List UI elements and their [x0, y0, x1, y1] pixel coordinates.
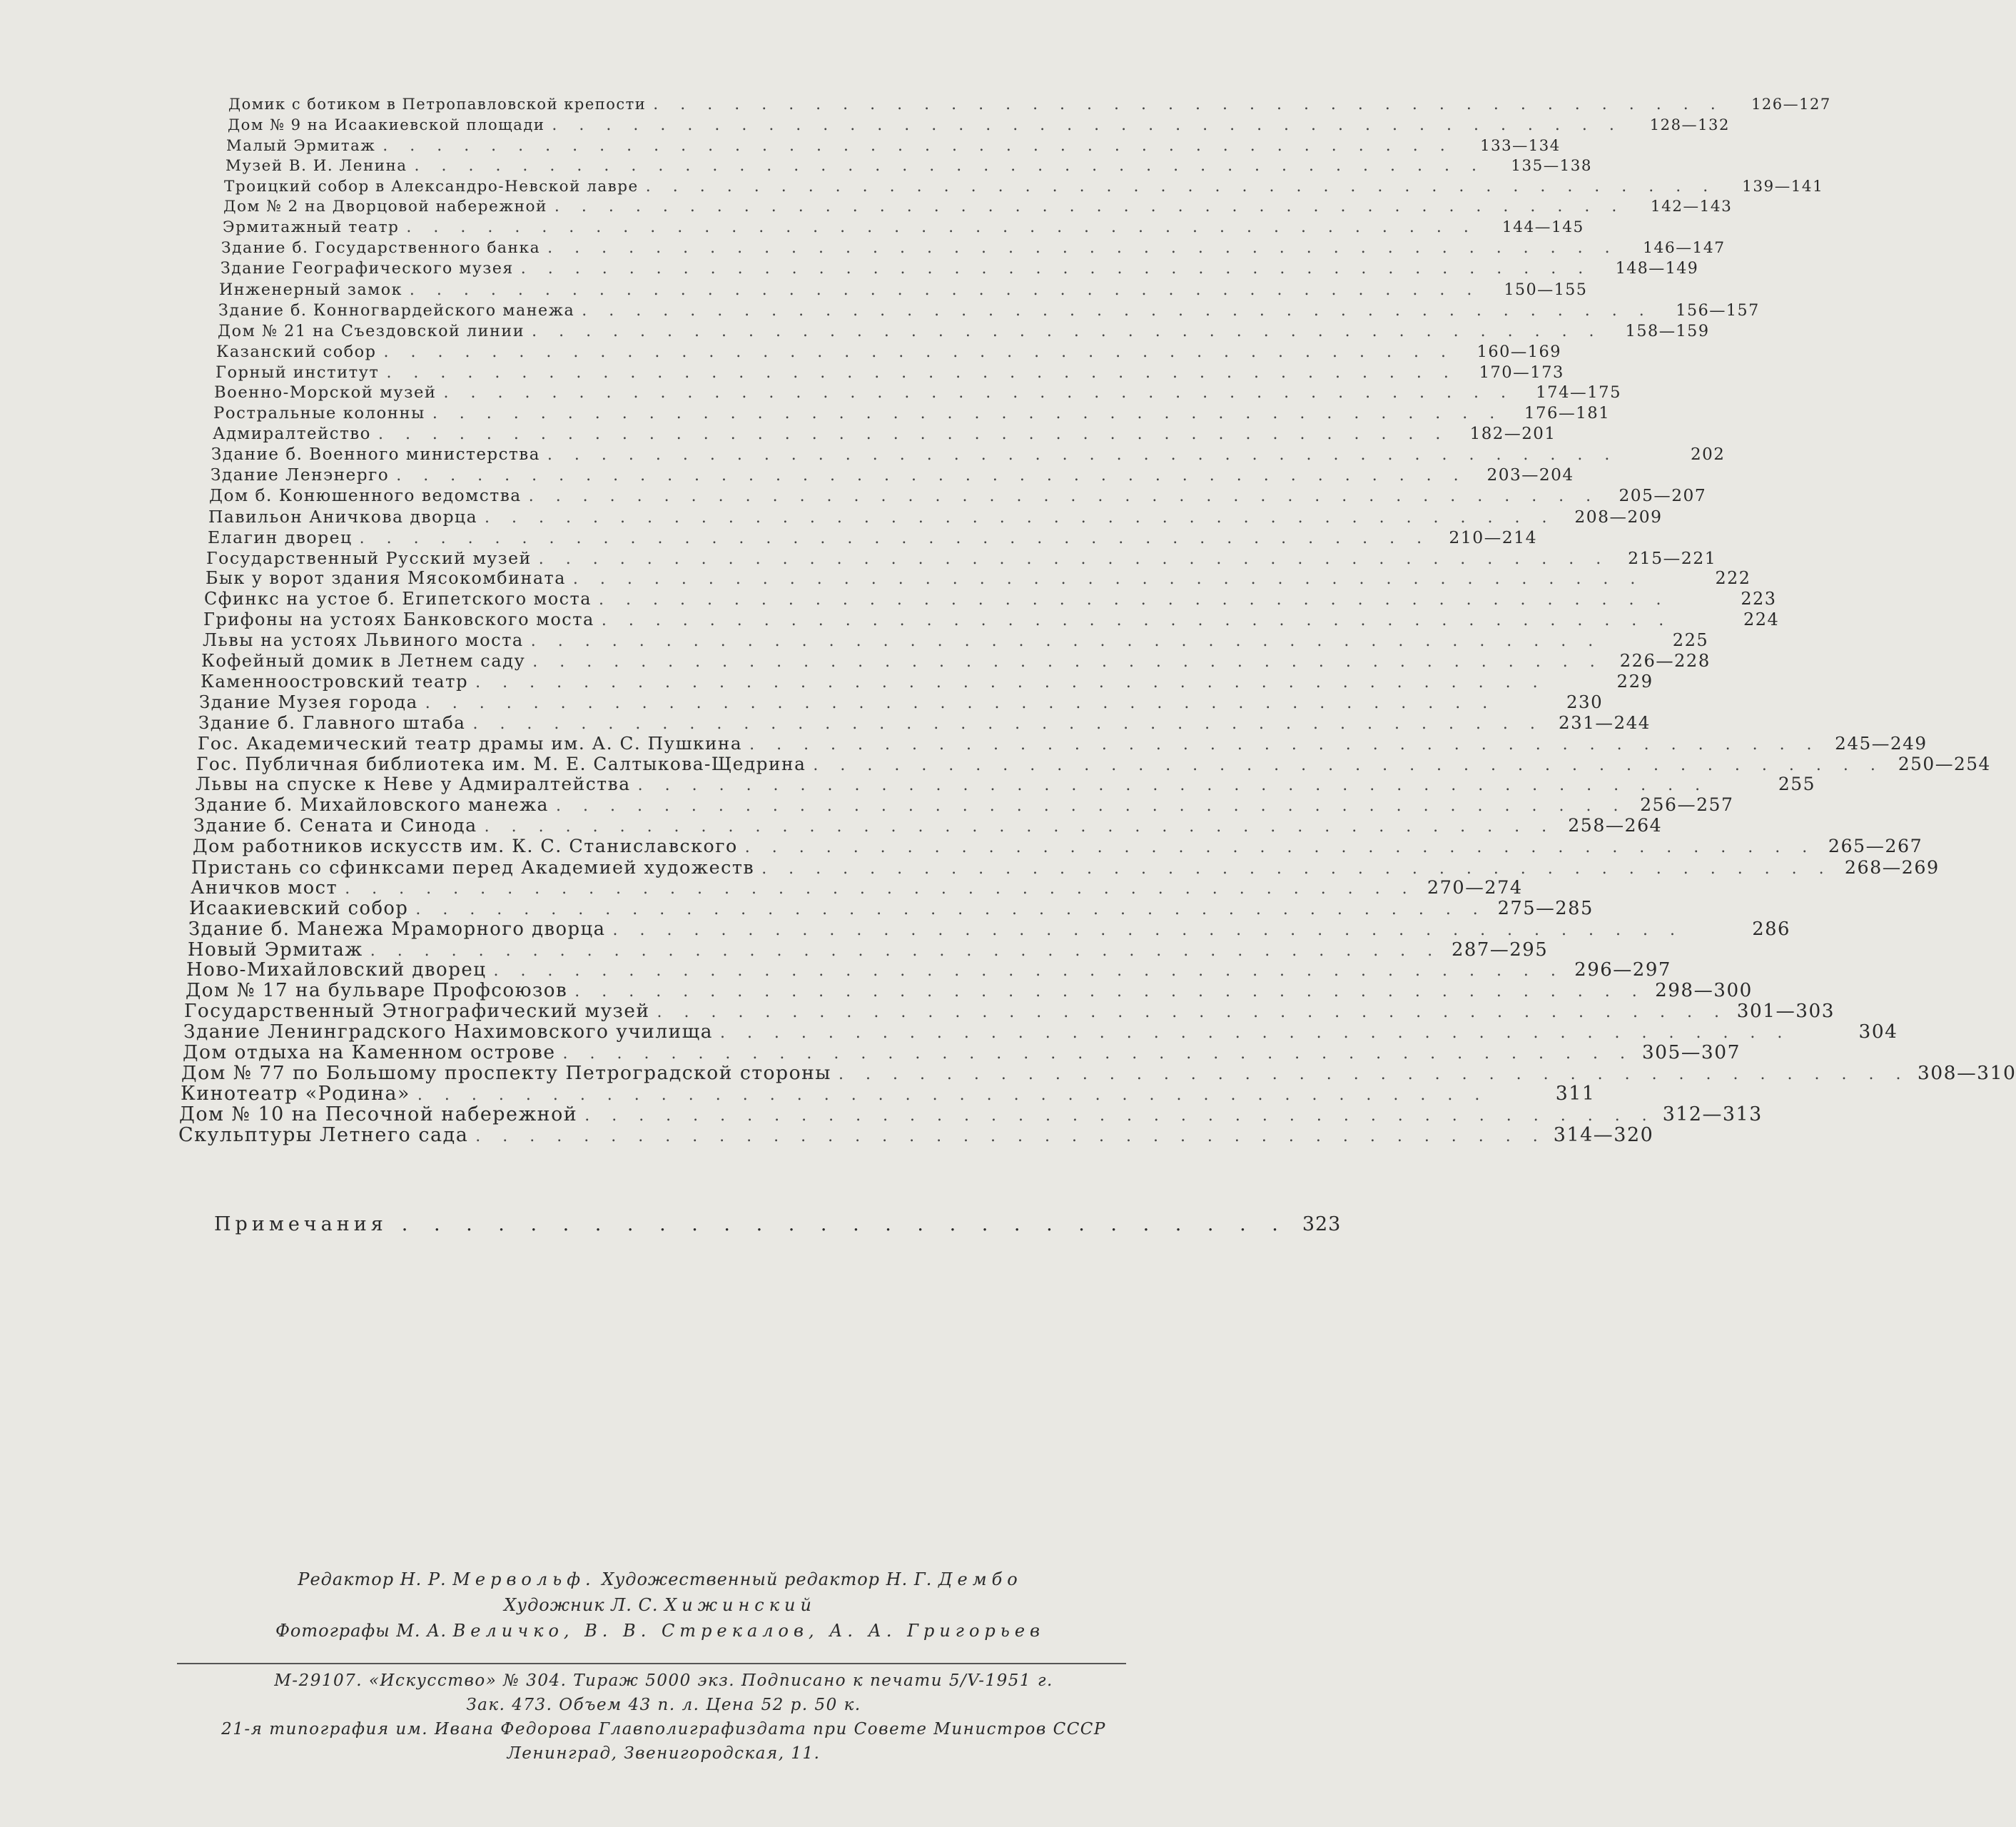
leader-dots: . . . . . . . . . . . . . . . . . . . . . . . . . . . . . . . . . . . . . . . .	[443, 384, 1515, 403]
toc-entry	[226, 156, 1592, 177]
toc-entry	[221, 259, 1699, 280]
leader-dots: . . . . . . . . . . . . . . . . . . . . . . . . . . . . . . . . . . . . . . . .	[584, 1106, 1656, 1125]
toc-entry-pages: 156—157	[1676, 300, 1760, 320]
toc-entry-title: Исаакиевский собор	[189, 897, 409, 919]
leader-dots: . . . . . . . . . . . . . . . . . . . . . . . . . . . . . . . . . . . . . . . .	[528, 487, 1600, 505]
toc-entry-pages: 286	[1752, 918, 1790, 940]
leader-dots: . . . . . . . . . . . . . . . . . . . . . . . . . . . . . . . . . . . . . . . .	[475, 1127, 1546, 1145]
leader-dots: . . . . . . . . . . . . . . . . . . . . . . . . . . . . . . . . . . . . . . . .	[475, 673, 1546, 692]
leader-dots: . . . . . . . . . . . . . . . . . . . . . . . . . . . . . . . . . . . . . . . .	[719, 1024, 1791, 1043]
leader-dots: . . . . . . . . . . . . . . . . . . . . . . . . . . . . . . . . . . . . . . . .	[383, 343, 1454, 361]
toc-entry	[216, 342, 1561, 363]
leader-dots: . . . . . . . . . . . . . . . . . . . . . . . . . . . . . . . . . . . . . . . .	[532, 322, 1603, 340]
toc-entry	[223, 197, 1733, 218]
toc-entry-pages: 210—214	[1449, 527, 1538, 547]
toc-entry-pages: 174—175	[1536, 383, 1622, 403]
toc-entry-pages: 270—274	[1427, 876, 1523, 899]
toc-entry-pages: 176—181	[1524, 404, 1611, 423]
leader-dots: . . . . . . . . . . . . . . . . . . . . . . . . . . . . . . . . . . . . . . . .	[552, 116, 1623, 134]
toc-entry-pages: 160—169	[1476, 342, 1561, 361]
toc-entry-title: Кинотеатр «Родина»	[181, 1082, 410, 1105]
leader-dots: . . . . . . . . . . . . . . . . . . . . . . . . . . . . . . . . . . . . . . . .	[532, 653, 1604, 672]
toc-entry-pages: 215—221	[1628, 547, 1717, 568]
toc-entry	[211, 445, 1726, 465]
toc-entry	[194, 794, 1734, 816]
toc-entry-title: Дом № 21 на Съездовской линии	[218, 321, 525, 340]
leader-dots: . . . . . . . . . . . . . . . . . . . . . . . . . . . . . . . . . . . . . . . .	[386, 363, 1457, 382]
toc-entry-pages: 128—132	[1649, 115, 1730, 133]
toc-entry-notes	[214, 1213, 1342, 1235]
toc-entry-title: Здание б. Конногвардейского манежа	[218, 300, 575, 320]
toc-entry-title: Государственный Русский музей	[206, 547, 532, 568]
toc-entry-pages: 182—201	[1469, 425, 1556, 444]
toc-entry-title: Здание Географического музея	[221, 260, 514, 278]
toc-entry-title: Дом № 77 по Большому проспекту Петроградской стороны	[181, 1061, 831, 1084]
toc-entry	[228, 115, 1730, 136]
credits-line-artist	[178, 1592, 1142, 1618]
toc-entry	[213, 424, 1556, 445]
leader-dots: . . . . . . . . . . . . . . . . . . . . . . . . . . . . . . . . . . . . . . . .	[484, 818, 1556, 836]
toc-entry-title: Дом б. Конюшенного ведомства	[209, 485, 522, 505]
toc-entry	[201, 651, 1711, 672]
toc-entry	[191, 856, 1940, 878]
leader-dots: . . . . . . . . . . . . . . . . . . . . . . . . . . . . . . . . . . . . . . . .	[599, 591, 1670, 609]
toc-entry-pages: 133—134	[1480, 136, 1561, 154]
imprint-line: М-29107. «Искусство» № 304. Тираж 5000 экз. Подписано к печати 5/V-1951 г.	[274, 1671, 1053, 1690]
toc-entry	[196, 774, 1816, 795]
credits-line-editors	[178, 1567, 1142, 1592]
leader-dots: . . . . . . . . . . . . . . . . . . . . . . . . . . . . . . . . . . . . . . . .	[493, 962, 1564, 981]
toc-entry-title: Государственный Этнографический музей	[184, 1001, 650, 1023]
toc-entry-title: Инженерный замок	[219, 280, 402, 300]
leader-dots: . . . . . . . . . . . . . . . . . . . . . . . . . . . . . . . . . . . . . . . .	[838, 1065, 1910, 1083]
toc-entry-pages: 224	[1743, 609, 1780, 630]
toc-entry-pages: 245—249	[1835, 732, 1928, 754]
leader-dots: . . . . . . . . . . . . . . . . . . . . . . . . . . . . . . . . . . . . . . . .	[417, 1085, 1489, 1104]
leader-dots: . . . . . . . . . . . . . . . . . . . . . . . . . . . . . . . . . . . . . . . .	[612, 921, 1683, 939]
toc-entry-pages: 301—303	[1736, 1001, 1835, 1023]
toc-entry	[228, 94, 1831, 115]
toc-entry-pages: 126—127	[1751, 96, 1831, 113]
toc-entry-title: Гос. Публичная библиотека им. М. Е. Салтыкова-Щедрина	[196, 753, 806, 774]
toc-entry-title: Дом № 2 на Дворцовой набережной	[223, 198, 547, 216]
toc-entry	[209, 485, 1707, 507]
leader-dots: . . . . . . . . . . . . . . . . . . . . . . . . . . . . . . . . . . . . . . . .	[530, 632, 1602, 651]
credits-text: Художественный редактор Н. Г.	[595, 1569, 938, 1589]
toc-entry-pages: 311	[1555, 1082, 1596, 1105]
leader-dots: . . . . . . . . . . . . . . . . . . . . . . . . . . . . . . . . . . . . . . . .	[370, 941, 1442, 960]
toc-entry-pages: 231—244	[1558, 712, 1651, 733]
toc-entry	[204, 589, 1777, 609]
toc-entry	[179, 1103, 1763, 1125]
toc-entry-title: Дом отдыха на Каменном острове	[183, 1041, 556, 1063]
toc-entry-title: Малый Эрмитаж	[226, 136, 376, 154]
toc-entry	[193, 836, 1923, 857]
credits-name: Дембо	[938, 1569, 1023, 1589]
toc-entry-pages: 298—300	[1655, 980, 1753, 1002]
toc-entry-pages: 222	[1715, 568, 1751, 589]
toc-entry	[186, 959, 1671, 981]
toc-entry-pages: 148—149	[1615, 260, 1699, 278]
leader-dots: . . . . . . . . . . . . . . . . . . . . . . . . . . . . . . . . . . . . . . . .	[554, 198, 1626, 216]
leader-dots: . . . . . . . . . . . . . . . . . . . . . . . . . . . . . . . . . . . . . . . .	[396, 467, 1467, 485]
toc-entry-pages: 312—313	[1662, 1103, 1763, 1125]
leader-dots: . . . . . . . . . . . . . . . . . . . . . . . . . . . . . . . . . . . . . . . .	[637, 776, 1709, 795]
leader-dots: . . . . . . . . . . . . . . . . . . . . . . . . . . . . . . . . . . . . . . . .	[538, 550, 1610, 568]
leader-dots: . . . . . . . . . . . . . . . . . . . . . . . . . . . . . . . . . . . . . . . .	[601, 612, 1673, 630]
leader-dots: . . . . . . . . . . . . . . . . . . . . . . . . . . . . . . . . . . . . . . . .	[409, 281, 1481, 300]
toc-entry	[224, 177, 1824, 198]
credits-line-photographers	[178, 1618, 1142, 1644]
toc-entry-title: Сфинкс на устое б. Египетского моста	[204, 589, 592, 609]
toc-entry-title: Дом № 9 на Исаакиевской площади	[228, 115, 545, 133]
leader-dots: . . . . . . . . . . . . . . . . . . . . . . . . . . . . . . . . . . . . . . . .	[547, 446, 1619, 465]
toc-entry-pages: 296—297	[1574, 959, 1671, 981]
leader-dots: . . . . . . . . . . . . . . . . . . . . . . . . . . . . . . . . . . . . . . . .	[383, 136, 1454, 155]
toc-entry	[219, 280, 1588, 300]
credits-text: Редактор Н. Р.	[298, 1569, 453, 1589]
toc-entry	[196, 753, 1991, 775]
leader-dots: . . . . . . . . . . . . . . . . . . . . . . . . . . . . . . . . . . . . . . . .	[425, 694, 1496, 712]
toc-entry	[183, 1021, 1898, 1043]
toc-entry-pages: 250—254	[1898, 753, 1991, 774]
leader-dots: . . . . . . . . . . . . . . . . . . . . . . . . . . . . . . . . . . . . . . . .	[520, 260, 1592, 278]
leader-dots: . . . . . . . . . . . . . . . . . . . . . . . . . . . . . . . . . . . . . . . .	[414, 156, 1485, 175]
toc-entry	[178, 1123, 1654, 1146]
toc-entry	[183, 1041, 1741, 1063]
leader-dots: . . . . . . . . . . . . . . . . . . . . . . . . . . . . . . . . . . . . . . . .	[572, 570, 1644, 589]
imprint-line: Зак. 473. Объем 43 п. л. Цена 52 р. 50 к.	[466, 1696, 861, 1714]
leader-dots: . . . . . . . . . . . . . . . . . . . . . . . . . . . .	[401, 1213, 1288, 1235]
toc-entry-title: Дом № 10 на Песочной набережной	[179, 1103, 578, 1125]
credits-text: Художник Л. С.	[504, 1595, 665, 1615]
leader-dots: . . . . . . . . . . . . . . . . . . . . . . . . . . . . . . . . . . . . . . . .	[415, 900, 1486, 918]
toc-entry-pages: 287—295	[1451, 938, 1549, 961]
toc-entry-title: Пристань со сфинксами перед Академией художеств	[191, 856, 755, 878]
leader-dots: . . . . . . . . . . . . . . . . . . . . . . . . . . . . . . . . . . . . . . . .	[378, 425, 1449, 444]
leader-dots: . . . . . . . . . . . . . . . . . . . . . . . . . . . . . . . . . . . . . . . .	[749, 735, 1820, 754]
toc-entry	[221, 238, 1726, 259]
toc-entry	[214, 383, 1622, 403]
leader-dots: . . . . . . . . . . . . . . . . . . . . . . . . . . . . . . . . . . . . . . . .	[653, 96, 1724, 113]
toc-entry	[218, 321, 1710, 342]
toc-entry-title: Здание б. Главного штаба	[198, 712, 466, 733]
toc-entry-title: Здание Ленэнерго	[211, 465, 390, 485]
leader-dots: . . . . . . . . . . . . . . . . . . . . . . . . . . . . . . . . . . . . . . . .	[472, 714, 1544, 733]
credits-block	[178, 1567, 1142, 1644]
toc-entry	[208, 527, 1538, 548]
toc-entry-title: Военно-Морской музей	[214, 383, 437, 403]
toc-entry-pages: 150—155	[1504, 280, 1588, 300]
toc-entry-title: Казанский собор	[216, 342, 377, 361]
toc-entry-pages: 139—141	[1742, 177, 1824, 196]
toc-entry	[199, 691, 1604, 713]
toc-entry-title: Каменноостровский театр	[201, 670, 469, 692]
credits-name: Величко, В. В. Стрекалов, А. А. Григорьев	[452, 1621, 1045, 1641]
toc-entry-pages: 203—204	[1486, 465, 1574, 485]
toc-entry-title: Здание б. Михайловского манежа	[194, 794, 549, 816]
toc-entry-pages: 158—159	[1625, 321, 1710, 340]
toc-entry	[208, 506, 1663, 527]
toc-entry-title: Эрмитажный театр	[223, 218, 400, 237]
toc-entry-pages: 230	[1566, 691, 1604, 712]
toc-entry-pages: 256—257	[1640, 794, 1734, 816]
toc-entry	[203, 609, 1780, 630]
toc-entry-title: Львы на устоях Львиного моста	[203, 630, 524, 651]
leader-dots: . . . . . . . . . . . . . . . . . . . . . . . . . . . . . . . . . . . . . . . .	[657, 1003, 1728, 1022]
table-of-contents	[178, 94, 2016, 1146]
leader-dots: . . . . . . . . . . . . . . . . . . . . . . . . . . . . . . . . . . . . . . . .	[562, 1044, 1633, 1063]
toc-entry	[186, 980, 1753, 1002]
leader-dots: . . . . . . . . . . . . . . . . . . . . . . . . . . . . . . . . . . . . . . . .	[582, 301, 1653, 320]
toc-entry-pages: 225	[1672, 630, 1709, 651]
toc-entry-title: Бык у ворот здания Мясокомбината	[206, 568, 566, 589]
toc-entry	[216, 363, 1564, 383]
toc-entry-title: Троицкий собор в Александро-Невской лавре	[224, 177, 639, 196]
toc-entry	[198, 712, 1651, 734]
toc-entry-title: Кофейный домик в Летнем саду	[201, 651, 526, 672]
toc-entry	[206, 547, 1717, 569]
toc-entry-pages: 142—143	[1650, 198, 1733, 216]
credits-text: Фотографы М. А.	[275, 1621, 453, 1641]
toc-entry-title: Здание б. Сената и Синода	[193, 815, 477, 836]
notes-title: Примечания	[214, 1213, 388, 1235]
toc-entry	[213, 403, 1611, 424]
toc-entry-pages: 205—207	[1619, 485, 1707, 505]
toc-entry	[181, 1082, 1596, 1105]
toc-entry	[188, 918, 1790, 940]
toc-entry-pages: 202	[1690, 445, 1726, 465]
toc-entry	[193, 815, 1663, 836]
toc-entry-pages: 304	[1858, 1021, 1898, 1043]
leader-dots: . . . . . . . . . . . . . . . . . . . . . . . . . . . . . . . . . . . . . . . .	[485, 508, 1556, 527]
toc-entry	[223, 218, 1584, 238]
toc-entry-title: Домик с ботиком в Петропавловской крепости	[228, 96, 647, 113]
toc-entry	[226, 136, 1561, 156]
toc-entry-title: Дом № 17 на бульваре Профсоюзов	[186, 980, 568, 1002]
toc-entry	[203, 630, 1709, 651]
toc-entry-title: Адмиралтейство	[213, 425, 371, 444]
toc-entry-title: Здание Музея города	[199, 691, 418, 712]
toc-entry-title: Ново-Михайловский дворец	[186, 959, 487, 981]
imprint-line: 21-я типография им. Ивана Федорова Главполиграфиздата при Совете Министров СССР	[221, 1720, 1106, 1739]
toc-entry-title: Елагин дворец	[208, 527, 353, 547]
toc-entry-title: Дом работников искусств им. К. С. Станиславского	[193, 836, 738, 857]
toc-entry-pages: 229	[1616, 670, 1653, 692]
toc-entry-title: Здание б. Государственного банка	[221, 239, 541, 258]
leader-dots: . . . . . . . . . . . . . . . . . . . . . . . . . . . . . . . . . . . . . . . .	[556, 797, 1627, 816]
imprint-line: Ленинград, Звенигородская, 11.	[507, 1744, 821, 1763]
toc-entry	[188, 938, 1549, 961]
leader-dots: . . . . . . . . . . . . . . . . . . . . . . . . . . . . . . . . . . . . . . . .	[547, 239, 1619, 258]
toc-entry	[189, 897, 1594, 919]
toc-entry-pages: 314—320	[1553, 1123, 1654, 1146]
toc-entry-title: Горный институт	[216, 363, 380, 382]
toc-entry-title: Скульптуры Летнего сада	[178, 1123, 469, 1146]
leader-dots: . . . . . . . . . . . . . . . . . . . . . . . . . . . . . . . . . . . . . . . .	[744, 839, 1816, 857]
toc-entry-title: Ростральные колонны	[213, 404, 425, 423]
toc-entry-title: Гос. Академический театр драмы им. А. С. Пушкина	[198, 732, 743, 754]
toc-entry-pages: 135—138	[1511, 156, 1592, 175]
toc-entry-title: Грифоны на устоях Банковского моста	[203, 609, 594, 630]
leader-dots: . . . . . . . . . . . . . . . . . . . . . . . . . . . . . . . . . . . . . . . .	[761, 859, 1833, 878]
toc-entry	[218, 300, 1760, 321]
leader-dots: . . . . . . . . . . . . . . . . . . . . . . . . . . . . . . . . . . . . . . . .	[406, 218, 1477, 237]
toc-entry	[181, 1061, 2016, 1084]
toc-entry	[201, 670, 1653, 692]
toc-entry-title: Львы на спуске к Неве у Адмиралтейства	[196, 774, 631, 795]
toc-entry-pages: 255	[1778, 774, 1816, 795]
toc-entry-title: Здание б. Манежа Мраморного дворца	[188, 918, 606, 940]
toc-entry-pages: 265—267	[1828, 836, 1923, 857]
toc-entry-title: Здание б. Военного министерства	[211, 445, 540, 465]
leader-dots: . . . . . . . . . . . . . . . . . . . . . . . . . . . . . . . . . . . . . . . .	[345, 879, 1416, 898]
leader-dots: . . . . . . . . . . . . . . . . . . . . . . . . . . . . . . . . . . . . . . . .	[359, 529, 1431, 547]
toc-entry	[191, 876, 1523, 899]
toc-entry-pages: 170—173	[1479, 363, 1564, 382]
toc-entry-pages: 208—209	[1574, 506, 1663, 527]
toc-entry-pages: 308—310	[1917, 1061, 2016, 1084]
credits-name: Мервольф.	[452, 1569, 596, 1589]
leader-dots: . . . . . . . . . . . . . . . . . . . . . . . . . . . . . . . . . . . . . . . .	[432, 405, 1504, 423]
toc-entry-pages: 305—307	[1641, 1041, 1741, 1063]
toc-entry-pages: 226—228	[1619, 651, 1711, 672]
credits-name: Хижинский	[664, 1595, 816, 1615]
toc-entry	[198, 732, 1928, 754]
leader-dots: . . . . . . . . . . . . . . . . . . . . . . . . . . . . . . . . . . . . . . . .	[813, 756, 1884, 774]
leader-dots: . . . . . . . . . . . . . . . . . . . . . . . . . . . . . . . . . . . . . . . .	[645, 177, 1717, 196]
notes-page: 323	[1302, 1213, 1342, 1235]
toc-entry-pages: 268—269	[1844, 856, 1940, 878]
toc-entry-pages: 275—285	[1497, 897, 1594, 919]
toc-entry-title: Новый Эрмитаж	[188, 938, 363, 961]
toc-entry-title: Павильон Аничкова дворца	[208, 506, 478, 527]
toc-entry-pages: 144—145	[1501, 218, 1584, 237]
leader-dots: . . . . . . . . . . . . . . . . . . . . . . . . . . . . . . . . . . . . . . . .	[574, 983, 1646, 1001]
imprint-block	[164, 1669, 1163, 1766]
toc-entry-title: Здание Ленинградского Нахимовского училища	[183, 1021, 713, 1043]
toc-entry-pages: 223	[1741, 589, 1777, 609]
toc-entry-title: Музей В. И. Ленина	[226, 156, 407, 175]
toc-entry	[211, 465, 1574, 486]
divider	[177, 1663, 1126, 1664]
toc-entry-title: Аничков мост	[191, 876, 338, 899]
toc-entry-pages: 258—264	[1568, 815, 1663, 836]
toc-entry-pages: 146—147	[1643, 239, 1726, 258]
toc-entry	[184, 1001, 1835, 1023]
toc-entry	[206, 568, 1751, 589]
